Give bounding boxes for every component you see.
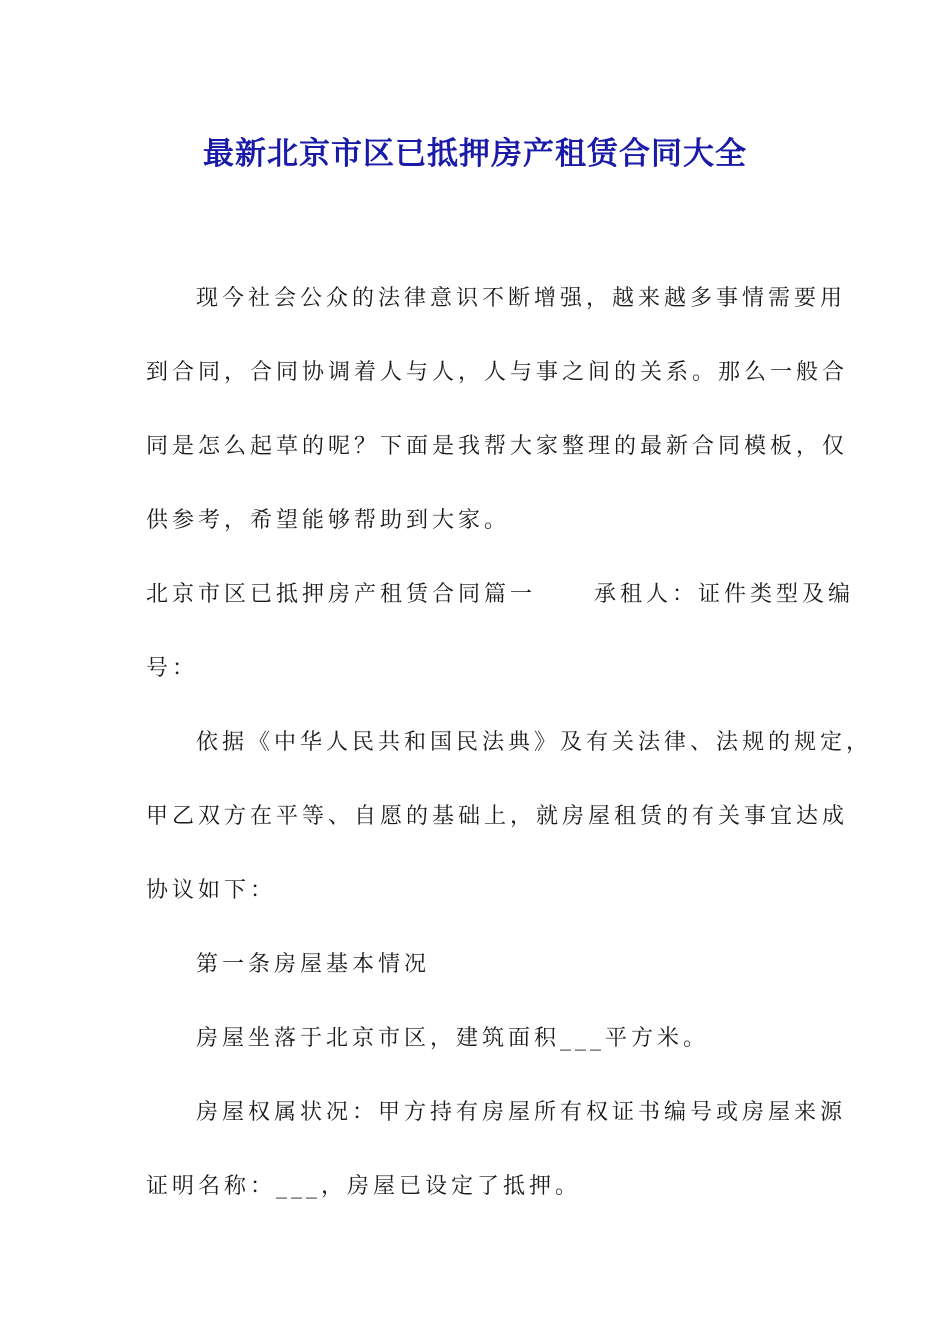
ownership-paragraph xyxy=(146,1076,847,1224)
intro-line: 到合同，合同协调着人与人，人与事之间的关系。那么一般合 xyxy=(146,360,849,385)
ownership-line: 房屋权属状况：甲方持有房屋所有权证书编号或房屋来源 xyxy=(196,1100,847,1125)
basis-line: 依据《中华人民共和国民法典》及有关法律、法规的规定， xyxy=(196,730,873,755)
section-heading-line xyxy=(146,558,855,632)
location-line: 房屋坐落于北京市区，建筑面积___平方米。 xyxy=(196,1026,710,1051)
intro-line: 同是怎么起草的呢？下面是我帮大家整理的最新合同模板，仅 xyxy=(146,434,849,459)
article-1-heading xyxy=(146,928,811,1002)
location-paragraph xyxy=(146,1002,811,1076)
lessee-label: 承租人：证件类型及编 xyxy=(594,582,855,607)
document-title: 最新北京市区已抵押房产租赁合同大全 xyxy=(203,136,747,172)
lessee-label-continuation: 号： xyxy=(146,656,199,681)
article-heading-line: 第一条房屋基本情况 xyxy=(196,952,431,977)
intro-line: 现今社会公众的法律意识不断增强，越来越多事情需要用 xyxy=(196,286,847,311)
section-heading: 北京市区已抵押房产租赁合同篇一 xyxy=(146,582,537,607)
basis-line: 协议如下： xyxy=(146,878,277,903)
intro-paragraph xyxy=(146,262,849,558)
ownership-line: 证明名称：___，房屋已设定了抵押。 xyxy=(146,1174,582,1199)
intro-line: 供参考，希望能够帮助到大家。 xyxy=(146,508,511,533)
basis-line: 甲乙双方在平等、自愿的基础上，就房屋租赁的有关事宜达成 xyxy=(146,804,849,829)
basis-paragraph xyxy=(146,706,873,928)
section-heading-paragraph xyxy=(146,558,855,706)
